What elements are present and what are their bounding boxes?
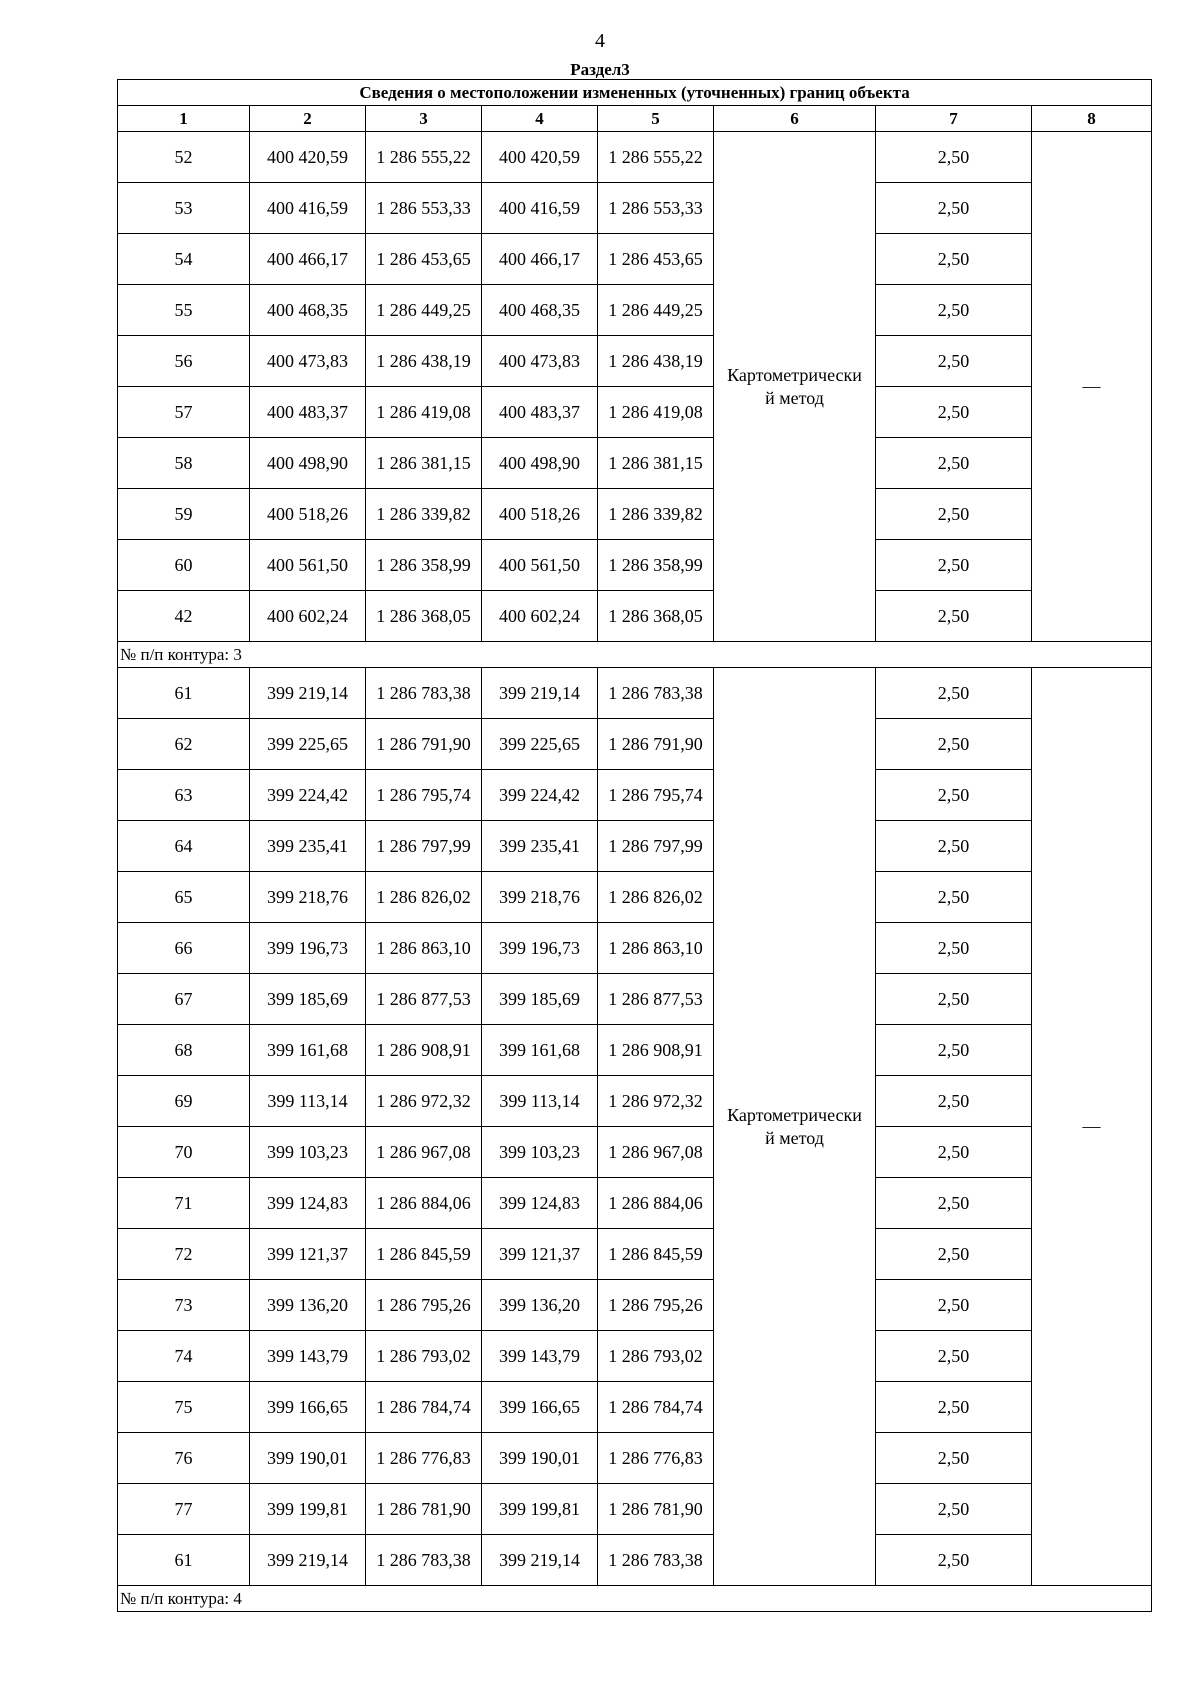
table-cell: 399 190,01 (482, 1433, 598, 1484)
table-cell: 1 286 339,82 (598, 489, 714, 540)
accuracy-cell: 2,50 (876, 285, 1032, 336)
table-cell: 1 286 784,74 (366, 1382, 482, 1433)
table-cell: 399 124,83 (250, 1178, 366, 1229)
table-cell: 399 196,73 (250, 923, 366, 974)
table-cell: 1 286 908,91 (598, 1025, 714, 1076)
table-cell: 1 286 783,38 (366, 1535, 482, 1586)
table-row (118, 1025, 1152, 1076)
accuracy-cell: 2,50 (876, 770, 1032, 821)
table-cell: 1 286 783,38 (598, 668, 714, 719)
accuracy-cell: 2,50 (876, 234, 1032, 285)
table-row (118, 1535, 1152, 1586)
accuracy-cell: 2,50 (876, 1331, 1032, 1382)
table-cell: 1 286 449,25 (598, 285, 714, 336)
table-cell: 1 286 358,99 (598, 540, 714, 591)
table-row (118, 1382, 1152, 1433)
table-cell: 75 (118, 1382, 250, 1433)
table-cell: 59 (118, 489, 250, 540)
table-row (118, 489, 1152, 540)
table-cell: 1 286 453,65 (366, 234, 482, 285)
column-number: 8 (1032, 106, 1152, 132)
accuracy-cell: 2,50 (876, 1280, 1032, 1331)
accuracy-cell: 2,50 (876, 591, 1032, 642)
table-cell: 58 (118, 438, 250, 489)
table-cell: 1 286 781,90 (598, 1484, 714, 1535)
table-cell: 1 286 553,33 (366, 183, 482, 234)
table-cell: 1 286 797,99 (598, 821, 714, 872)
table-row (118, 872, 1152, 923)
contour-label: № п/п контура: 4 (118, 1586, 1152, 1612)
table-cell: 76 (118, 1433, 250, 1484)
table-cell: 399 235,41 (250, 821, 366, 872)
table-cell: 63 (118, 770, 250, 821)
table-row (118, 1178, 1152, 1229)
table-cell: 399 121,37 (482, 1229, 598, 1280)
table-cell: 399 224,42 (482, 770, 598, 821)
accuracy-cell: 2,50 (876, 132, 1032, 183)
table-cell: 399 166,65 (250, 1382, 366, 1433)
method-cell: Картометрически й метод (714, 668, 876, 1586)
table-cell: 64 (118, 821, 250, 872)
table-row (118, 1280, 1152, 1331)
table-cell: 400 468,35 (250, 285, 366, 336)
table-cell: 68 (118, 1025, 250, 1076)
table-cell: 77 (118, 1484, 250, 1535)
table-cell: 399 218,76 (250, 872, 366, 923)
table-cell: 55 (118, 285, 250, 336)
table-cell: 1 286 845,59 (598, 1229, 714, 1280)
accuracy-cell: 2,50 (876, 489, 1032, 540)
table-row (118, 923, 1152, 974)
table-cell: 1 286 884,06 (598, 1178, 714, 1229)
col8-cell: — (1032, 668, 1152, 1586)
table-cell: 399 218,76 (482, 872, 598, 923)
table-cell: 1 286 795,74 (598, 770, 714, 821)
contour-row (118, 642, 1152, 668)
table-cell: 1 286 419,08 (598, 387, 714, 438)
table-cell: 1 286 381,15 (598, 438, 714, 489)
table-cell: 1 286 826,02 (598, 872, 714, 923)
column-number: 4 (482, 106, 598, 132)
table-cell: 399 225,65 (482, 719, 598, 770)
table-cell: 66 (118, 923, 250, 974)
table-row (118, 821, 1152, 872)
table-cell: 53 (118, 183, 250, 234)
table-cell: 399 199,81 (482, 1484, 598, 1535)
accuracy-cell: 2,50 (876, 1076, 1032, 1127)
table-cell: 60 (118, 540, 250, 591)
table-cell: 1 286 972,32 (598, 1076, 714, 1127)
table-cell: 400 420,59 (250, 132, 366, 183)
table-cell: 400 416,59 (250, 183, 366, 234)
table-cell: 1 286 381,15 (366, 438, 482, 489)
accuracy-cell: 2,50 (876, 387, 1032, 438)
table-cell: 1 286 339,82 (366, 489, 482, 540)
table-cell: 399 225,65 (250, 719, 366, 770)
table-cell: 399 121,37 (250, 1229, 366, 1280)
table-cell: 399 136,20 (250, 1280, 366, 1331)
table-cell: 1 286 776,83 (598, 1433, 714, 1484)
table-cell: 1 286 368,05 (366, 591, 482, 642)
table-row (118, 1127, 1152, 1178)
method-cell: Картометрически й метод (714, 132, 876, 642)
table-cell: 62 (118, 719, 250, 770)
accuracy-cell: 2,50 (876, 821, 1032, 872)
table-cell: 400 468,35 (482, 285, 598, 336)
table-cell: 400 518,26 (482, 489, 598, 540)
page-number: 4 (595, 30, 605, 52)
table-cell: 1 286 776,83 (366, 1433, 482, 1484)
table-cell: 400 498,90 (250, 438, 366, 489)
table-row (118, 1229, 1152, 1280)
table-row (118, 770, 1152, 821)
table-cell: 54 (118, 234, 250, 285)
table-cell: 1 286 368,05 (598, 591, 714, 642)
table-cell: 70 (118, 1127, 250, 1178)
table-cell: 399 161,68 (482, 1025, 598, 1076)
table-cell: 73 (118, 1280, 250, 1331)
table-cell: 399 161,68 (250, 1025, 366, 1076)
table-cell: 1 286 358,99 (366, 540, 482, 591)
table-cell: 399 185,69 (250, 974, 366, 1025)
accuracy-cell: 2,50 (876, 668, 1032, 719)
table-cell: 400 466,17 (250, 234, 366, 285)
column-number-row (118, 106, 1152, 132)
table-cell: 399 190,01 (250, 1433, 366, 1484)
table-cell: 1 286 783,38 (598, 1535, 714, 1586)
accuracy-cell: 2,50 (876, 719, 1032, 770)
table-cell: 1 286 863,10 (598, 923, 714, 974)
table-cell: 71 (118, 1178, 250, 1229)
table-cell: 1 286 967,08 (598, 1127, 714, 1178)
table-row (118, 668, 1152, 719)
table-cell: 400 602,24 (250, 591, 366, 642)
table-cell: 61 (118, 668, 250, 719)
accuracy-cell: 2,50 (876, 1382, 1032, 1433)
table-cell: 1 286 793,02 (598, 1331, 714, 1382)
table-row (118, 1484, 1152, 1535)
table-cell: 399 103,23 (482, 1127, 598, 1178)
table-cell: 1 286 783,38 (366, 668, 482, 719)
table-cell: 1 286 884,06 (366, 1178, 482, 1229)
table-row (118, 974, 1152, 1025)
table-cell: 400 483,37 (482, 387, 598, 438)
table-cell: 1 286 781,90 (366, 1484, 482, 1535)
table-cell: 57 (118, 387, 250, 438)
table-cell: 399 143,79 (250, 1331, 366, 1382)
table-cell: 1 286 453,65 (598, 234, 714, 285)
column-number: 7 (876, 106, 1032, 132)
table-cell: 61 (118, 1535, 250, 1586)
table-cell: 1 286 795,26 (366, 1280, 482, 1331)
accuracy-cell: 2,50 (876, 923, 1032, 974)
table-row (118, 132, 1152, 183)
table-cell: 52 (118, 132, 250, 183)
table-cell: 400 473,83 (482, 336, 598, 387)
table-cell: 74 (118, 1331, 250, 1382)
table-cell: 399 103,23 (250, 1127, 366, 1178)
table-cell: 1 286 555,22 (598, 132, 714, 183)
table-cell: 400 518,26 (250, 489, 366, 540)
boundary-coordinates-table (117, 79, 1152, 1612)
table-cell: 400 466,17 (482, 234, 598, 285)
table-cell: 400 498,90 (482, 438, 598, 489)
table-row (118, 1076, 1152, 1127)
table-body (118, 132, 1152, 1612)
table-cell: 1 286 877,53 (598, 974, 714, 1025)
table-cell: 72 (118, 1229, 250, 1280)
table-cell: 1 286 438,19 (366, 336, 482, 387)
accuracy-cell: 2,50 (876, 1433, 1032, 1484)
table-cell: 1 286 845,59 (366, 1229, 482, 1280)
accuracy-cell: 2,50 (876, 872, 1032, 923)
table-row (118, 540, 1152, 591)
table-row (118, 438, 1152, 489)
table-cell: 400 561,50 (482, 540, 598, 591)
column-number: 1 (118, 106, 250, 132)
table-row (118, 591, 1152, 642)
table-cell: 1 286 438,19 (598, 336, 714, 387)
table-cell: 56 (118, 336, 250, 387)
table-row (118, 1433, 1152, 1484)
table-cell: 1 286 419,08 (366, 387, 482, 438)
table-cell: 400 416,59 (482, 183, 598, 234)
table-cell: 1 286 784,74 (598, 1382, 714, 1433)
accuracy-cell: 2,50 (876, 1229, 1032, 1280)
table-cell: 399 199,81 (250, 1484, 366, 1535)
table-row (118, 387, 1152, 438)
accuracy-cell: 2,50 (876, 336, 1032, 387)
table-cell: 1 286 793,02 (366, 1331, 482, 1382)
table-row (118, 719, 1152, 770)
table-cell: 1 286 795,26 (598, 1280, 714, 1331)
accuracy-cell: 2,50 (876, 540, 1032, 591)
table-cell: 399 185,69 (482, 974, 598, 1025)
table-cell: 42 (118, 591, 250, 642)
column-number: 6 (714, 106, 876, 132)
table-cell: 400 473,83 (250, 336, 366, 387)
table-cell: 1 286 826,02 (366, 872, 482, 923)
accuracy-cell: 2,50 (876, 438, 1032, 489)
table-cell: 69 (118, 1076, 250, 1127)
column-number: 5 (598, 106, 714, 132)
table-cell: 400 561,50 (250, 540, 366, 591)
table-cell: 399 219,14 (482, 1535, 598, 1586)
accuracy-cell: 2,50 (876, 1178, 1032, 1229)
column-number: 3 (366, 106, 482, 132)
table-row (118, 234, 1152, 285)
table-cell: 1 286 863,10 (366, 923, 482, 974)
accuracy-cell: 2,50 (876, 1127, 1032, 1178)
table-cell: 67 (118, 974, 250, 1025)
accuracy-cell: 2,50 (876, 1484, 1032, 1535)
accuracy-cell: 2,50 (876, 974, 1032, 1025)
accuracy-cell: 2,50 (876, 183, 1032, 234)
table-cell: 399 219,14 (250, 1535, 366, 1586)
table-cell: 400 602,24 (482, 591, 598, 642)
accuracy-cell: 2,50 (876, 1535, 1032, 1586)
table-cell: 1 286 449,25 (366, 285, 482, 336)
table-cell: 1 286 797,99 (366, 821, 482, 872)
column-number: 2 (250, 106, 366, 132)
table-cell: 399 224,42 (250, 770, 366, 821)
table-cell: 399 143,79 (482, 1331, 598, 1382)
table-row (118, 336, 1152, 387)
table-cell: 399 113,14 (250, 1076, 366, 1127)
col8-cell: — (1032, 132, 1152, 642)
section-title: Раздел3 (570, 60, 630, 79)
table-cell: 399 166,65 (482, 1382, 598, 1433)
table-cell: 1 286 795,74 (366, 770, 482, 821)
table-cell: 1 286 791,90 (598, 719, 714, 770)
table-cell: 400 420,59 (482, 132, 598, 183)
table-cell: 399 136,20 (482, 1280, 598, 1331)
table-cell: 399 219,14 (250, 668, 366, 719)
table-cell: 1 286 877,53 (366, 974, 482, 1025)
table-caption: Сведения о местоположении измененных (уточненных) границ объекта (118, 80, 1152, 106)
table-cell: 1 286 555,22 (366, 132, 482, 183)
table-row (118, 1331, 1152, 1382)
contour-label: № п/п контура: 3 (118, 642, 1152, 668)
accuracy-cell: 2,50 (876, 1025, 1032, 1076)
table-cell: 400 483,37 (250, 387, 366, 438)
table-cell: 1 286 791,90 (366, 719, 482, 770)
table-cell: 1 286 908,91 (366, 1025, 482, 1076)
table-row (118, 183, 1152, 234)
table-cell: 1 286 967,08 (366, 1127, 482, 1178)
table-cell: 399 196,73 (482, 923, 598, 974)
table-cell: 399 113,14 (482, 1076, 598, 1127)
table-cell: 1 286 972,32 (366, 1076, 482, 1127)
table-cell: 399 124,83 (482, 1178, 598, 1229)
contour-row (118, 1586, 1152, 1612)
table-cell: 399 235,41 (482, 821, 598, 872)
table-cell: 1 286 553,33 (598, 183, 714, 234)
table-row (118, 285, 1152, 336)
table-cell: 65 (118, 872, 250, 923)
table-cell: 399 219,14 (482, 668, 598, 719)
